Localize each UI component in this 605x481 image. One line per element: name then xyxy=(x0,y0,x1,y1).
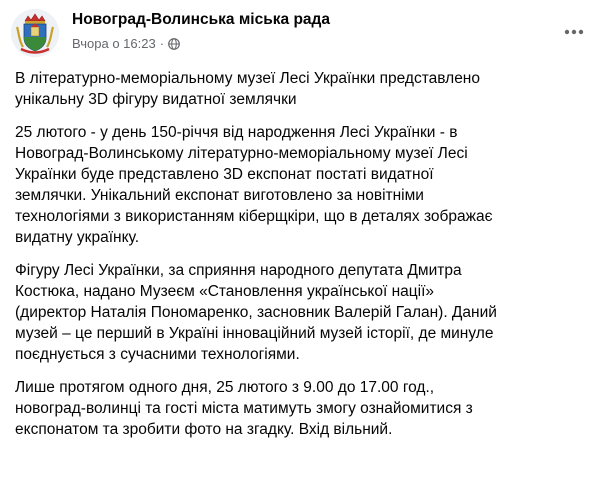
page-avatar[interactable] xyxy=(11,9,59,57)
globe-icon[interactable] xyxy=(168,38,180,50)
post-header xyxy=(10,8,600,60)
coat-of-arms-icon xyxy=(11,9,59,57)
text-line: Фігуру Лесі Українки, за сприяння народного депутата Дмитра xyxy=(15,262,462,279)
text-line: Лише протягом одного дня, 25 лютого з 9.00 до 17.00 год., xyxy=(15,379,435,396)
text-line: музей – це перший в Україні інноваційний музей історії, де минуле xyxy=(15,325,494,342)
post-timestamp[interactable]: Вчора о 16:23 xyxy=(72,36,156,51)
text-line: унікальну 3D фігуру видатної землячки xyxy=(15,91,297,108)
post-paragraph xyxy=(15,122,600,248)
text-line: Новоград-Волинському літературно-меморіальному музеї Лесі xyxy=(15,145,468,162)
text-line: експонатом та зробити фото на згадку. Вхід вільний. xyxy=(15,421,393,438)
post-paragraph xyxy=(15,260,600,365)
text-line: В літературно-меморіальному музеї Лесі Українки представлено xyxy=(15,70,480,87)
text-line: видатну українку. xyxy=(15,229,140,246)
post-paragraph xyxy=(15,68,600,110)
text-line: 25 лютого - у день 150-річчя від народження Лесі Українки - в xyxy=(15,124,458,141)
page-name[interactable]: Новоград-Волинська міська рада xyxy=(72,11,330,28)
text-line: землячки. Унікальний експонат виготовлено за новітніми xyxy=(15,187,424,204)
more-horizontal-icon xyxy=(564,29,584,35)
text-line: Українки буде представлено 3D експонат постаті видатної xyxy=(15,166,434,183)
meta-separator: · xyxy=(159,36,165,51)
text-line: технологіями з використанням кіберщкіри, що в деталях зображає xyxy=(15,208,493,225)
text-line: новоград-волинці та гості міста матимуть змогу ознайомитися з xyxy=(15,400,473,417)
post-meta xyxy=(72,36,180,51)
more-options-button[interactable] xyxy=(556,14,592,50)
text-line: поєднується з сучасними технологіями. xyxy=(15,346,300,363)
post-text xyxy=(15,68,600,452)
text-line: (директор Наталія Пономаренко, засновник Валерій Галан). Даний xyxy=(15,304,497,321)
post-paragraph xyxy=(15,377,600,440)
text-line: Костюка, надано Музеєм «Становлення української нації» xyxy=(15,283,435,300)
